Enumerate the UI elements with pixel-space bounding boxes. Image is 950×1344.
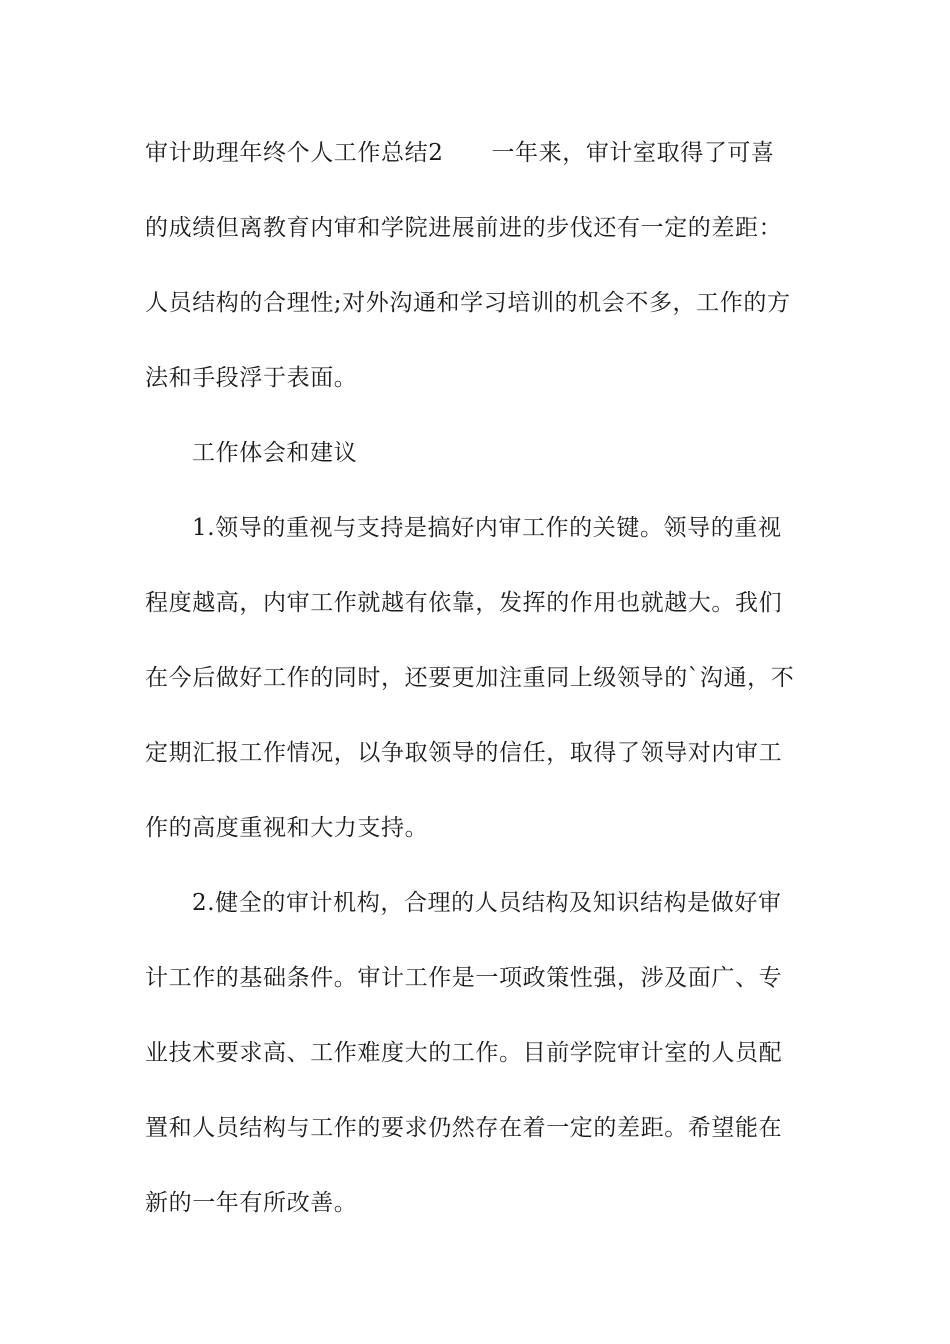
paragraph-1-line-4: 法和手段浮于表面。 [145,365,358,391]
paragraph-1-text-start: 一年来，审计室取得了可喜 [491,140,775,166]
paragraph-3-line-1: 1.领导的重视与支持是搞好内审工作的关键。领导的重视 [192,515,782,541]
paragraph-1-line-2: 的成绩但离教育内审和学院进展前进的步伐还有一定的差距： [145,215,783,241]
section-heading: 工作体会和建议 [192,440,358,466]
paragraph-3-line-2: 程度越高，内审工作就越有依靠，发挥的作用也就越大。我们 [145,590,783,616]
paragraph-1-line-1 [145,138,815,168]
paragraph-1-line-3: 人员结构的合理性;对外沟通和学习培训的机会不多，工作的方 [145,290,791,316]
paragraph-3-line-3: 在今后做好工作的同时，还要更加注重同上级领导的`沟通，不 [145,665,795,691]
paragraph-4-line-5: 新的一年有所改善。 [145,1190,358,1216]
paragraph-4-line-4: 置和人员结构与工作的要求仍然存在着一定的差距。希望能在 [145,1115,783,1141]
paragraph-4-line-3: 业技术要求高、工作难度大的工作。目前学院审计室的人员配 [145,1040,783,1066]
paragraph-4-line-2: 计工作的基础条件。审计工作是一项政策性强，涉及面广、专 [145,965,783,991]
paragraph-3-line-5: 作的高度重视和大力支持。 [145,815,429,841]
document-title: 审计助理年终个人工作总结2 [145,140,444,166]
paragraph-4-line-1: 2.健全的审计机构，合理的人员结构及知识结构是做好审 [192,890,782,916]
paragraph-3-line-4: 定期汇报工作情况，以争取领导的信任，取得了领导对内审工 [145,740,783,766]
